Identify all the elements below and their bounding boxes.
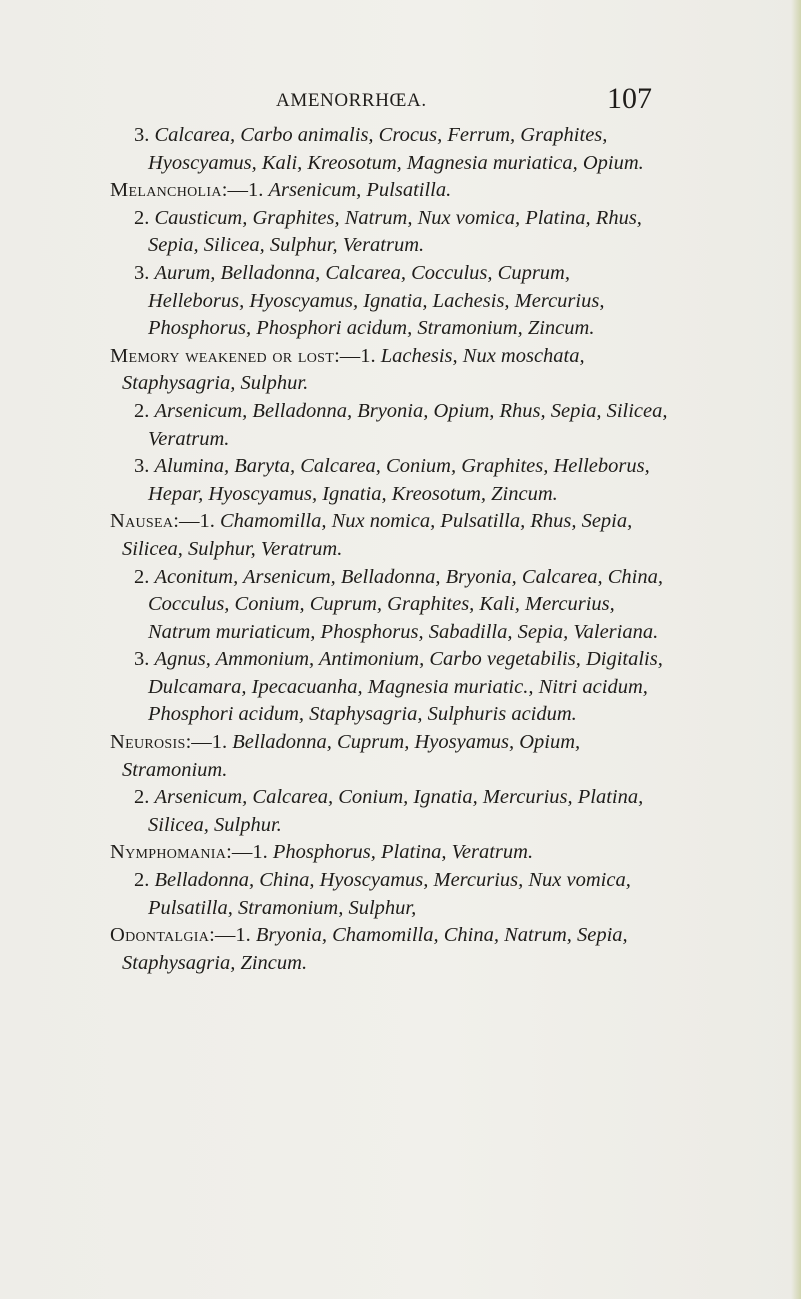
grade-item: 2. Arsenicum, Belladonna, Bryonia, Opium, Rhus, Sepia, Silicea, Veratrum. bbox=[134, 399, 668, 450]
remedy-list: Phosphorus, Platina, Veratrum. bbox=[272, 841, 534, 864]
entry-memory-grades bbox=[110, 398, 670, 508]
grade-item: 2. Belladonna, China, Hyoscyamus, Mercurius, Nux vomica, Pulsatilla, Stramonium, Sulphur, bbox=[134, 869, 631, 919]
grade-item: 3. Agnus, Ammonium, Antimonium, Carbo vegetabilis, Digitalis, Dulcamara, Ipecacuanha, Magnesia muriatic., Nitri acidum, Phosphori acidum, Staphysagria, Sulphuris acidum. bbox=[134, 648, 663, 726]
remedy-list: Belladonna, Cuprum, Hyosyamus, Opium, Stramonium. bbox=[122, 731, 581, 781]
entry-melancholia: Melancholia:—1. Arsenicum, Pulsatilla. bbox=[110, 179, 452, 202]
page-edge-shadow bbox=[791, 0, 801, 1299]
entry-nymphomania-grades bbox=[110, 867, 670, 922]
continuation-item: 3. Calcarea, Carbo animalis, Crocus, Ferrum, Graphites, Hyoscyamus, Kali, Kreosotum, Magnesia muriatica, Opium. bbox=[134, 124, 644, 174]
remedy-list: Arsenicum, Pulsatilla. bbox=[268, 179, 452, 202]
entry-nausea-grades bbox=[110, 564, 670, 730]
entry-neurosis-grades bbox=[110, 784, 670, 839]
page-number: 107 bbox=[607, 82, 652, 115]
grade-item: 2. Arsenicum, Calcarea, Conium, Ignatia, Mercurius, Platina, Silicea, Sulphur. bbox=[134, 786, 644, 836]
remedy-list: Bryonia, Chamomilla, China, Natrum, Sepia, Staphysagria, Zincum. bbox=[122, 924, 628, 974]
entry-neurosis: Neurosis:—1. Belladonna, Cuprum, Hyosyamus, Opium, Stramonium. bbox=[110, 731, 581, 781]
entry-nausea: Nausea:—1. Chamomilla, Nux nomica, Pulsatilla, Rhus, Sepia, Silicea, Sulphur, Veratrum. bbox=[110, 510, 633, 560]
entry-memory: Memory weakened or lost:—1. Lachesis, Nux moschata, Staphysagria, Sulphur. bbox=[110, 344, 585, 395]
entry-heading: Nymphomania bbox=[110, 841, 227, 864]
entry-nymphomania: Nymphomania:—1. Phosphorus, Platina, Veratrum. bbox=[110, 841, 534, 864]
remedy-list: Lachesis, Nux moschata, Staphysagria, Sulphur. bbox=[122, 344, 585, 395]
page-content bbox=[110, 122, 670, 977]
entry-heading: Melancholia bbox=[110, 179, 222, 202]
running-head: AMENORRHŒA. bbox=[276, 90, 427, 111]
grade-item: 3. Aurum, Belladonna, Calcarea, Cocculus, Cuprum, Helleborus, Hyoscyamus, Ignatia, Lachesis, Mercurius, Phosphorus, Phosphori acidum, Stramonium, Zincum. bbox=[134, 261, 605, 340]
entry-melancholia-grades bbox=[110, 205, 670, 343]
entry-heading: Nausea bbox=[110, 510, 174, 533]
entry-heading: Odontalgia bbox=[110, 924, 210, 947]
entry-heading: Memory weakened or lost bbox=[110, 344, 335, 367]
grade-item: 2. Causticum, Graphites, Natrum, Nux vomica, Platina, Rhus, Sepia, Silicea, Sulphur, Veratrum. bbox=[134, 206, 642, 257]
entry-heading: Neurosis bbox=[110, 731, 186, 754]
page-header bbox=[96, 82, 652, 124]
remedy-list: Chamomilla, Nux nomica, Pulsatilla, Rhus, Sepia, Silicea, Sulphur, Veratrum. bbox=[122, 510, 633, 560]
grade-item: 3. Alumina, Baryta, Calcarea, Conium, Graphites, Helleborus, Hepar, Hyoscyamus, Ignatia, Kreosotum, Zincum. bbox=[134, 455, 650, 505]
grade-item: 2. Aconitum, Arsenicum, Belladonna, Bryonia, Calcarea, China, Cocculus, Conium, Cuprum, Graphites, Kali, Mercurius, Natrum muriaticum, Phosphorus, Sabadilla, Sepia, Valeriana. bbox=[134, 565, 663, 643]
entry-odontalgia: Odontalgia:—1. Bryonia, Chamomilla, China, Natrum, Sepia, Staphysagria, Zincum. bbox=[110, 924, 628, 974]
